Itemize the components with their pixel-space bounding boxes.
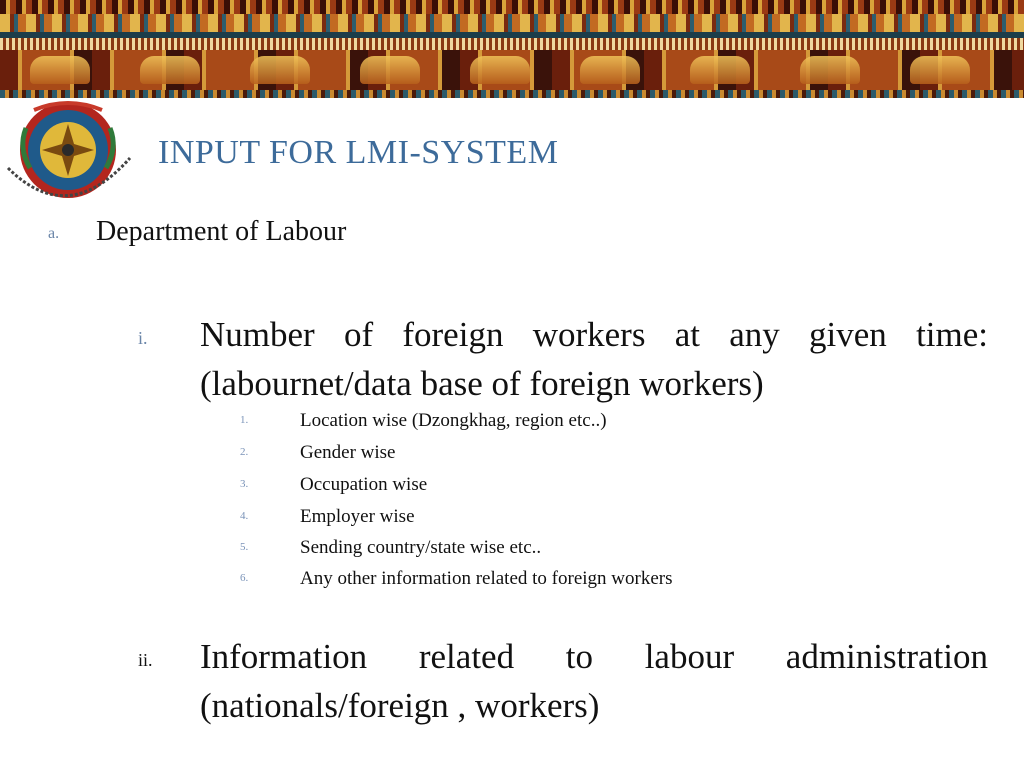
sub-list-marker: 4. (240, 510, 249, 522)
slide-title: INPUT FOR LMI-SYSTEM (158, 134, 559, 171)
sub-list-marker: 5. (240, 541, 249, 553)
sub-list-text: Location wise (Dzongkhag, region etc..) (300, 410, 607, 431)
decorative-header-banner (0, 0, 1024, 98)
sub-list-text: Occupation wise (300, 474, 428, 495)
list-item-text: Information related to labour administration (nationals/foreign , workers) (200, 637, 988, 725)
sub-list-marker: 3. (240, 478, 249, 490)
list-marker: a. (48, 225, 60, 242)
list-marker: ii. (138, 650, 153, 670)
list-item-text: Number of foreign workers at any given time: (labournet/data base of foreign workers) (200, 315, 988, 403)
sub-list-text: Gender wise (300, 442, 396, 463)
list-item-text: Department of Labour (96, 216, 347, 247)
sub-list-marker: 2. (240, 446, 249, 458)
sub-list-marker: 1. (240, 414, 249, 426)
emblem-icon (4, 98, 134, 216)
sub-list-marker: 6. (240, 572, 249, 584)
sub-list-text: Any other information related to foreign workers (300, 568, 673, 589)
sub-list-text: Employer wise (300, 506, 415, 527)
list-marker: i. (138, 328, 148, 348)
sub-list-text: Sending country/state wise etc.. (300, 537, 542, 558)
